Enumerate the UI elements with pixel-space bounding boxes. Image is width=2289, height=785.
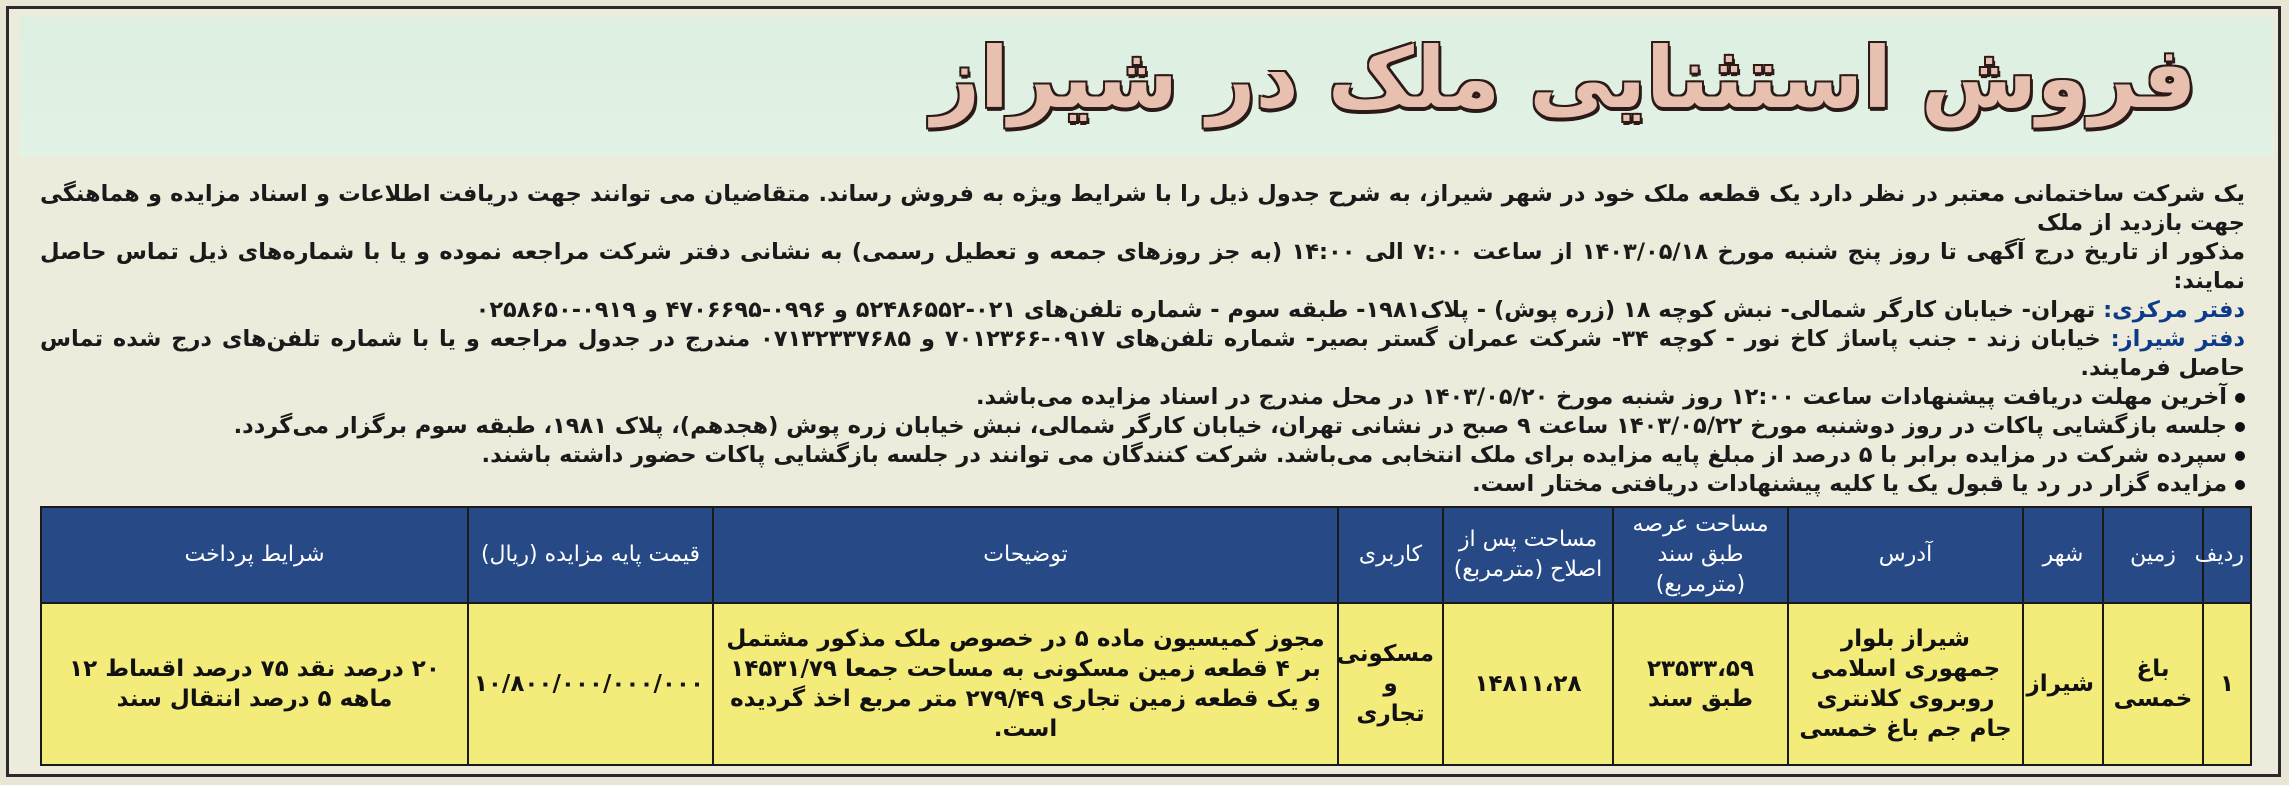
cell-radif: ۱ bbox=[2203, 603, 2251, 765]
cell-description: مجوز کمیسیون ماده ۵ در خصوص ملک مذکور مشتمل بر ۴ قطعه زمین مسکونی به مساحت جمعا ۱۴۵۳۱/۷۹ و یک قطعه زمین تجاری ۲۷۹/۴۹ متر مربع اخذ گردیده است. bbox=[713, 603, 1338, 765]
bullet-icon bbox=[2235, 480, 2245, 490]
office-central-text: تهران- خیابان کارگر شمالی- نبش کوچه ۱۸ (زره پوش) - پلاک۱۹۸۱- طبقه سوم - شماره تلفن‌های ۰۲۱-۵۲۴۸۶۵۵۲ و ۰۹۹۶-۴۷۰۶۶۹۵ و ۰۹۱۹-۰۲۵۸۶۵۰ bbox=[475, 297, 2096, 323]
office-shiraz bbox=[40, 325, 2245, 383]
table-header-row bbox=[41, 507, 2251, 603]
title-band bbox=[19, 17, 2274, 157]
office-shiraz-label: دفتر شیراز: bbox=[2110, 326, 2245, 352]
col-header-area-deed: مساحت عرصه طبق سند (مترمربع) bbox=[1613, 507, 1788, 603]
col-header-radif: ردیف bbox=[2203, 507, 2251, 603]
bullet-text: مزایده گزار در رد یا قبول یک یا کلیه پیشنهادات دریافتی مختار است. bbox=[1472, 471, 2227, 497]
cell-price: ۱۰/۸۰۰/۰۰۰/۰۰۰/۰۰۰ bbox=[468, 603, 713, 765]
cell-zamin: باغ خمسی bbox=[2103, 603, 2203, 765]
intro-line-1: یک شرکت ساختمانی معتبر در نظر دارد یک قطعه ملک خود در شهر شیراز، به شرح جدول ذیل را با شرایط ویژه به فروش رساند. متقاضیان می توانند جهت دریافت اطلاعات و اسناد مزایده و هماهنگی جهت بازدید از ملک bbox=[40, 181, 2245, 236]
cell-payment: ۲۰ درصد نقد ۷۵ درصد اقساط ۱۲ ماهه ۵ درصد انتقال سند bbox=[41, 603, 468, 765]
table-row bbox=[41, 603, 2251, 765]
bullet-icon bbox=[2235, 451, 2245, 461]
bullet-text: آخرین مهلت دریافت پیشنهادات ساعت ۱۲:۰۰ روز شنبه مورخ ۱۴۰۳/۰۵/۲۰ در محل مندرج در اسناد مزایده می‌باشد. bbox=[976, 384, 2227, 410]
office-central-label: دفتر مرکزی: bbox=[2103, 297, 2245, 323]
bullet-item bbox=[40, 383, 2245, 412]
col-header-price: قیمت پایه مزایده (ریال) bbox=[468, 507, 713, 603]
bullet-text: سپرده شرکت در مزایده برابر با ۵ درصد از مبلغ پایه مزایده برای ملک انتخابی می‌باشد. شرکت کنندگان می توانند در جلسه بازگشایی پاکات حضور داشته باشند. bbox=[481, 442, 2227, 468]
col-header-payment: شرایط پرداخت bbox=[41, 507, 468, 603]
office-central bbox=[40, 296, 2245, 325]
col-header-zamin: زمین bbox=[2103, 507, 2203, 603]
cell-usage: مسکونی و تجاری bbox=[1338, 603, 1443, 765]
bullet-icon bbox=[2235, 393, 2245, 403]
bullet-icon bbox=[2235, 422, 2245, 432]
ad-title: فروش استثنایی ملک در شیراز bbox=[931, 29, 2197, 127]
bullet-item bbox=[40, 441, 2245, 470]
property-table bbox=[40, 506, 2252, 766]
office-shiraz-text: خیابان زند - جنب پاساژ کاخ نور - کوچه ۳۴- شرکت عمران گستر بصیر- شماره تلفن‌های ۰۹۱۷-۷۰۱۲۳۶۶ و ۰۷۱۳۲۳۳۷۶۸۵ مندرج در جدول مراجعه و یا با شماره تلفن‌های درج شده تماس حاصل فرمایند. bbox=[40, 326, 2245, 381]
col-header-shahr: شهر bbox=[2023, 507, 2103, 603]
col-header-address: آدرس bbox=[1788, 507, 2023, 603]
intro-line-2: مذکور از تاریخ درج آگهی تا روز پنج شنبه مورخ ۱۴۰۳/۰۵/۱۸ از ساعت ۷:۰۰ الی ۱۴:۰۰ (به جز روزهای جمعه و تعطیل رسمی) به نشانی دفتر شرکت مراجعه نموده و یا با شماره‌های ذیل تماس حاصل نمایند: bbox=[40, 239, 2246, 294]
cell-area-deed: ۲۳۵۳۳،۵۹ طبق سند bbox=[1613, 603, 1788, 765]
cell-area-corrected: ۱۴۸۱۱،۲۸ bbox=[1443, 603, 1613, 765]
col-header-description: توضیحات bbox=[713, 507, 1338, 603]
bullet-item bbox=[40, 470, 2245, 499]
col-header-usage: کاربری bbox=[1338, 507, 1443, 603]
cell-address: شیراز بلوار جمهوری اسلامی روبروی کلانتری جام جم باغ خمسی bbox=[1788, 603, 2023, 765]
ad-body bbox=[40, 180, 2245, 499]
cell-shahr: شیراز bbox=[2023, 603, 2103, 765]
col-header-area-corrected: مساحت پس از اصلاح (مترمربع) bbox=[1443, 507, 1613, 603]
bullet-text: جلسه بازگشایی پاکات در روز دوشنبه مورخ ۱۴۰۳/۰۵/۲۲ ساعت ۹ صبح در نشانی تهران، خیابان کارگر شمالی، نبش خیابان زره پوش (هجدهم)، پلاک ۱۹۸۱، طبقه سوم برگزار می‌گردد. bbox=[233, 413, 2227, 439]
bullet-item bbox=[40, 412, 2245, 441]
